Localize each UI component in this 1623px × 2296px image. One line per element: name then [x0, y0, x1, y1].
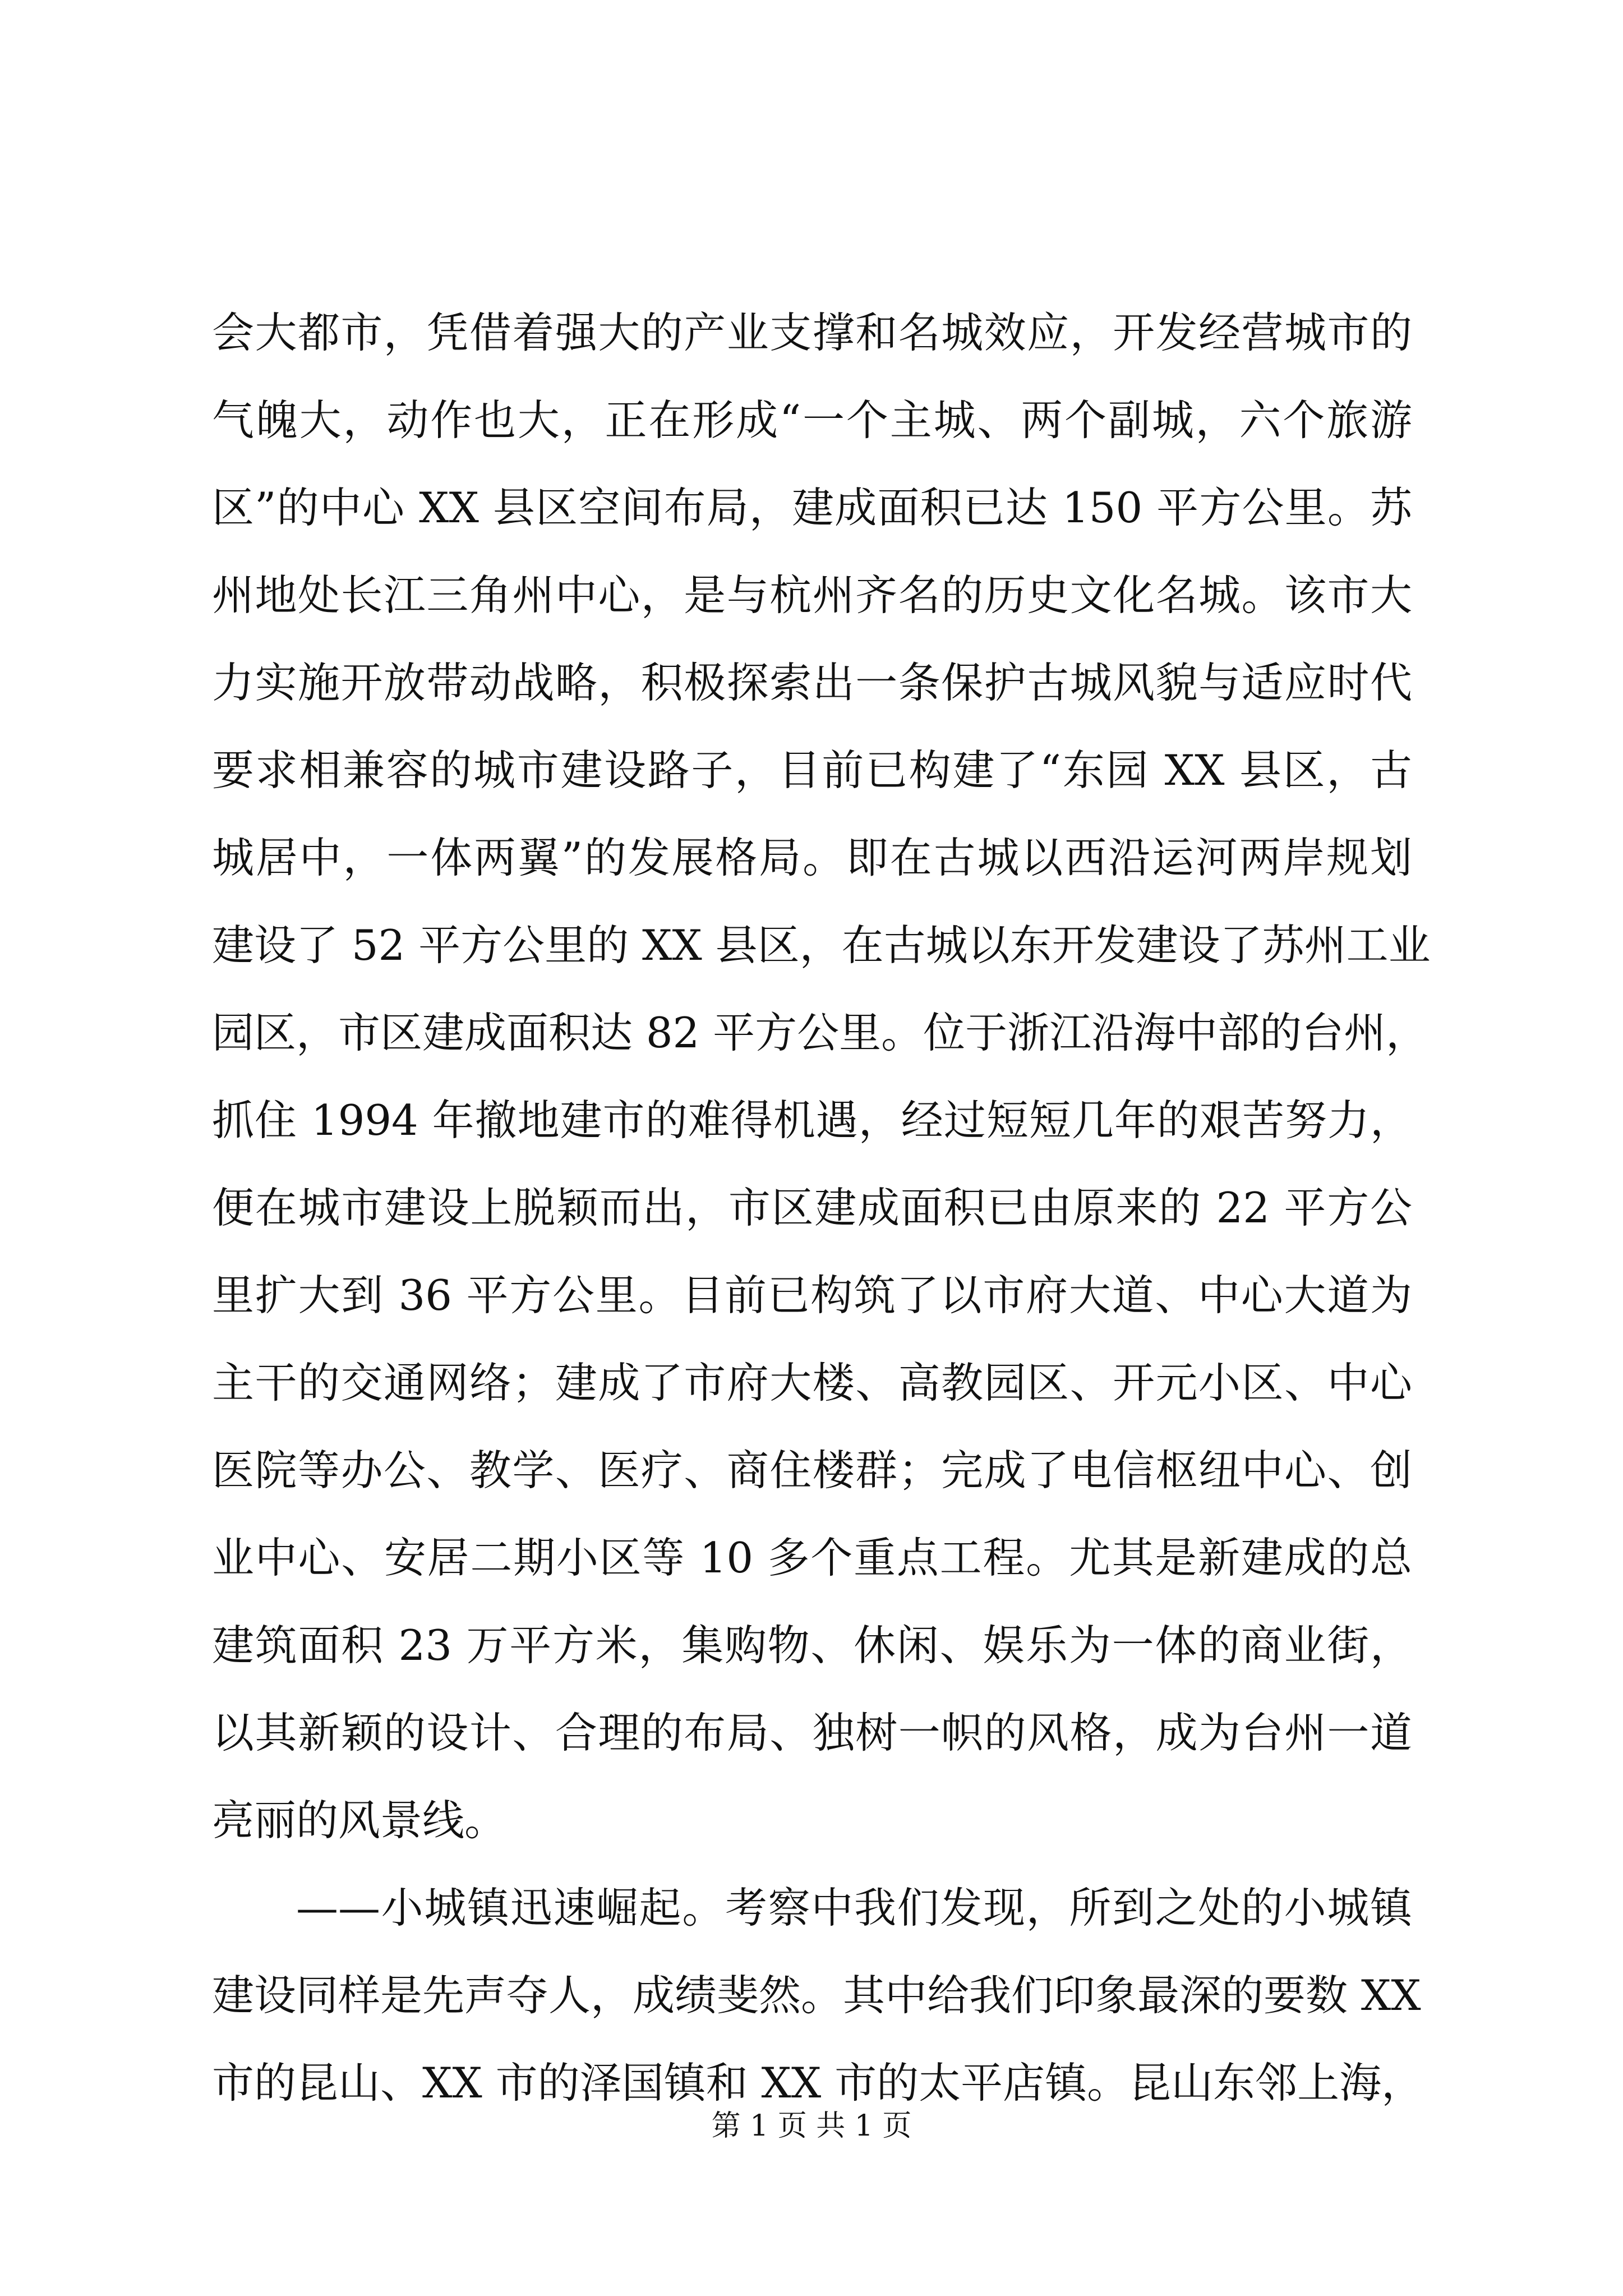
text-line: 亮丽的风景线。	[212, 1796, 507, 1845]
text-line: 医院等办公、教学、医疗、商住楼群；完成了电信枢纽中心、创	[212, 1446, 1412, 1495]
text-line: 区”的中心 XX 县区空间布局，建成面积已达 150 平方公里。苏	[212, 483, 1412, 532]
text-line: 主干的交通网络；建成了市府大楼、高教园区、开元小区、中心	[212, 1358, 1412, 1407]
document-body	[212, 289, 1431, 2127]
text-line: 城居中，一体两翼”的发展格局。即在古城以西沿运河两岸规划	[212, 833, 1412, 882]
text-line: 业中心、安居二期小区等 10 多个重点工程。尤其是新建成的总	[212, 1533, 1412, 1582]
text-line: 建设了 52 平方公里的 XX 县区，在古城以东开发建设了苏州工业	[212, 921, 1431, 970]
page-number-label: 第 1 页 共 1 页	[711, 2109, 912, 2143]
page-footer	[0, 2106, 1623, 2146]
text-line: 便在城市建设上脱颖而出，市区建成面积已由原来的 22 平方公	[212, 1183, 1412, 1232]
text-line: 里扩大到 36 平方公里。目前已构筑了以市府大道、中心大道为	[212, 1271, 1412, 1320]
text-line: 建设同样是先声夺人，成绩斐然。其中给我们印象最深的要数 XX	[212, 1971, 1421, 2020]
text-line: 园区，市区建成面积达 82 平方公里。位于浙江沿海中部的台州，	[212, 1008, 1428, 1057]
text-line: 力实施开放带动战略，积极探索出一条保护古城风貌与适应时代	[212, 658, 1412, 707]
text-line: 以其新颖的设计、合理的布局、独树一帜的风格，成为台州一道	[212, 1708, 1412, 1757]
text-line: 建筑面积 23 万平方米，集购物、休闲、娱乐为一体的商业街，	[212, 1621, 1412, 1670]
text-line: ——小城镇迅速崛起。考察中我们发现，所到之处的小城镇	[296, 1883, 1412, 1932]
text-line: 要求相兼容的城市建设路子，目前已构建了“东园 XX 县区，古	[212, 746, 1412, 795]
text-line: 会大都市，凭借着强大的产业支撑和名城效应，开发经营城市的	[212, 308, 1412, 357]
text-line: 州地处长江三角州中心，是与杭州齐名的历史文化名城。该市大	[212, 570, 1412, 620]
text-line: 抓住 1994 年撤地建市的难得机遇，经过短短几年的艰苦努力，	[212, 1096, 1412, 1145]
text-line: 市的昆山、XX 市的泽国镇和 XX 市的太平店镇。昆山东邻上海，	[212, 2058, 1424, 2108]
text-line: 气魄大，动作也大，正在形成“一个主城、两个副城，六个旅游	[212, 395, 1412, 445]
